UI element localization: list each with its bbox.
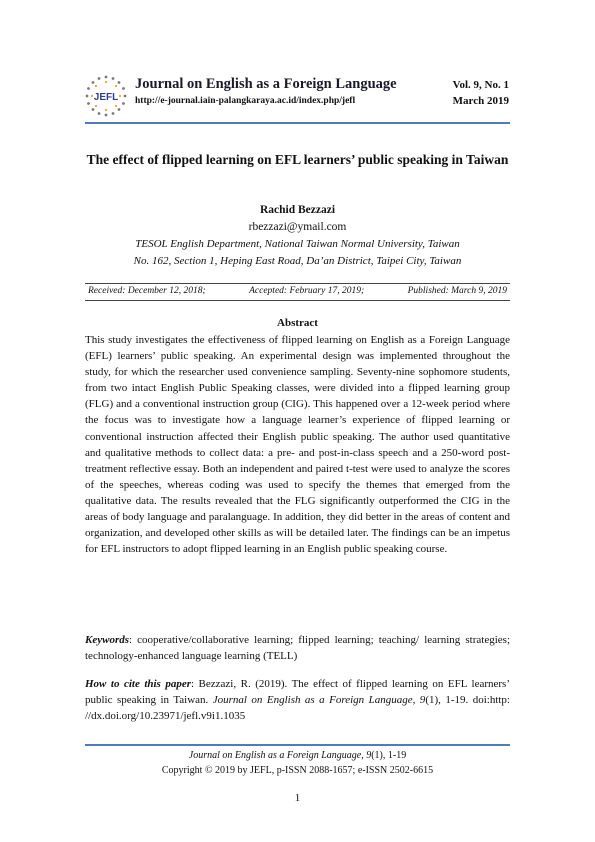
abstract-body: This study investigates the effectiveness of flipped learning on English as a Foreign Language (EFL) learners’ public speaking. An experimental design was implemented throughout the study, for which the researcher used convenience sampling. Seventy-nine sophomore students, from two intact English Public Speaking classes, were divided into a flipped learning group (FLG) and a conventional instruction group (CIG). This happened over a 12-week period where the focus was to investigate how a language learner’s experience of flipped learning or conventional instruction affected their English public speaking. The author used quantitative and qualitative methods to collect data: a pre- and post-in-class speech and a 250-word post-treatment reflective essay. Both an independent and paired t-test were used to analyze the scores of the speeches, whereas coding was used to specify the themes that emerged from the qualitative data. The results revealed that the FLG significantly outperformed the CIG in the areas of body language and paralanguage. In addition, they did better in the areas of content and organization, and developed other skills as will be detailed later. The findings can be an impetus for EFL instructors to adopt flipped learning in an English public speaking course. [85,334,510,556]
keywords-label: Keywords [85,634,129,646]
header-divider [85,122,510,124]
journal-url[interactable]: http://e-journal.iain-palangkaraya.ac.id/index.php/jefl [135,96,356,106]
page-number: 1 [294,792,301,804]
citation-paragraph [85,676,510,724]
published-date: Published: March 9, 2019 [407,286,507,296]
dates-bottom-rule [85,300,510,301]
footer-journal-ref [85,750,510,761]
keywords-paragraph [85,632,510,664]
citation-label: How to cite this paper [85,678,191,690]
svg-text:JEFL: JEFL [93,92,119,103]
abstract-heading: Abstract [277,317,318,329]
footer-copyright: Copyright © 2019 by JEFL, p-ISSN 2088-1657; e-ISSN 2502-6615 [161,765,434,776]
received-date: Received: December 12, 2018; [88,286,206,296]
author-name: Rachid Bezzazi [259,204,336,216]
keywords-text: : cooperative/collaborative learning; flipped learning; teaching/ learning strategies; technology-enhanced language learning (TELL) [85,634,510,662]
journal-logo-icon [84,74,128,118]
citation-text-after[interactable]: (1), 1-19. doi:http: //dx.doi.org/10.23971/jefl.v9i1.1035 [85,694,510,722]
accepted-date: Accepted: February 17, 2019; [249,286,365,296]
journal-logo [84,74,128,118]
dates-top-rule [85,283,510,284]
article-dates [85,286,510,296]
journal-volume: Vol. 9, No. 1 [452,79,509,91]
footer-divider [85,744,510,746]
author-affiliation-line2: No. 162, Section 1, Heping East Road, Da’an District, Taipei City, Taiwan [133,255,462,267]
author-email[interactable]: rbezzazi@ymail.com [248,221,347,233]
footer-journal-pages: (1), 1-19 [371,750,407,761]
paper-title: The effect of flipped learning on EFL learners’ public speaking in Taiwan [86,152,509,167]
citation-text-before: : Bezzazi, R. (2019). The effect of flipped learning on EFL learners’ public speaking in Taiwan. [85,678,510,706]
journal-issue-date: March 2019 [452,95,509,107]
author-affiliation-line1: TESOL English Department, National Taiwan Normal University, Taiwan [135,238,460,250]
journal-title: Journal on English as a Foreign Language [135,76,397,92]
citation-journal: Journal on English as a Foreign Language, 9 [212,694,426,706]
footer-journal-name: Journal on English as a Foreign Language, 9 [188,750,372,761]
